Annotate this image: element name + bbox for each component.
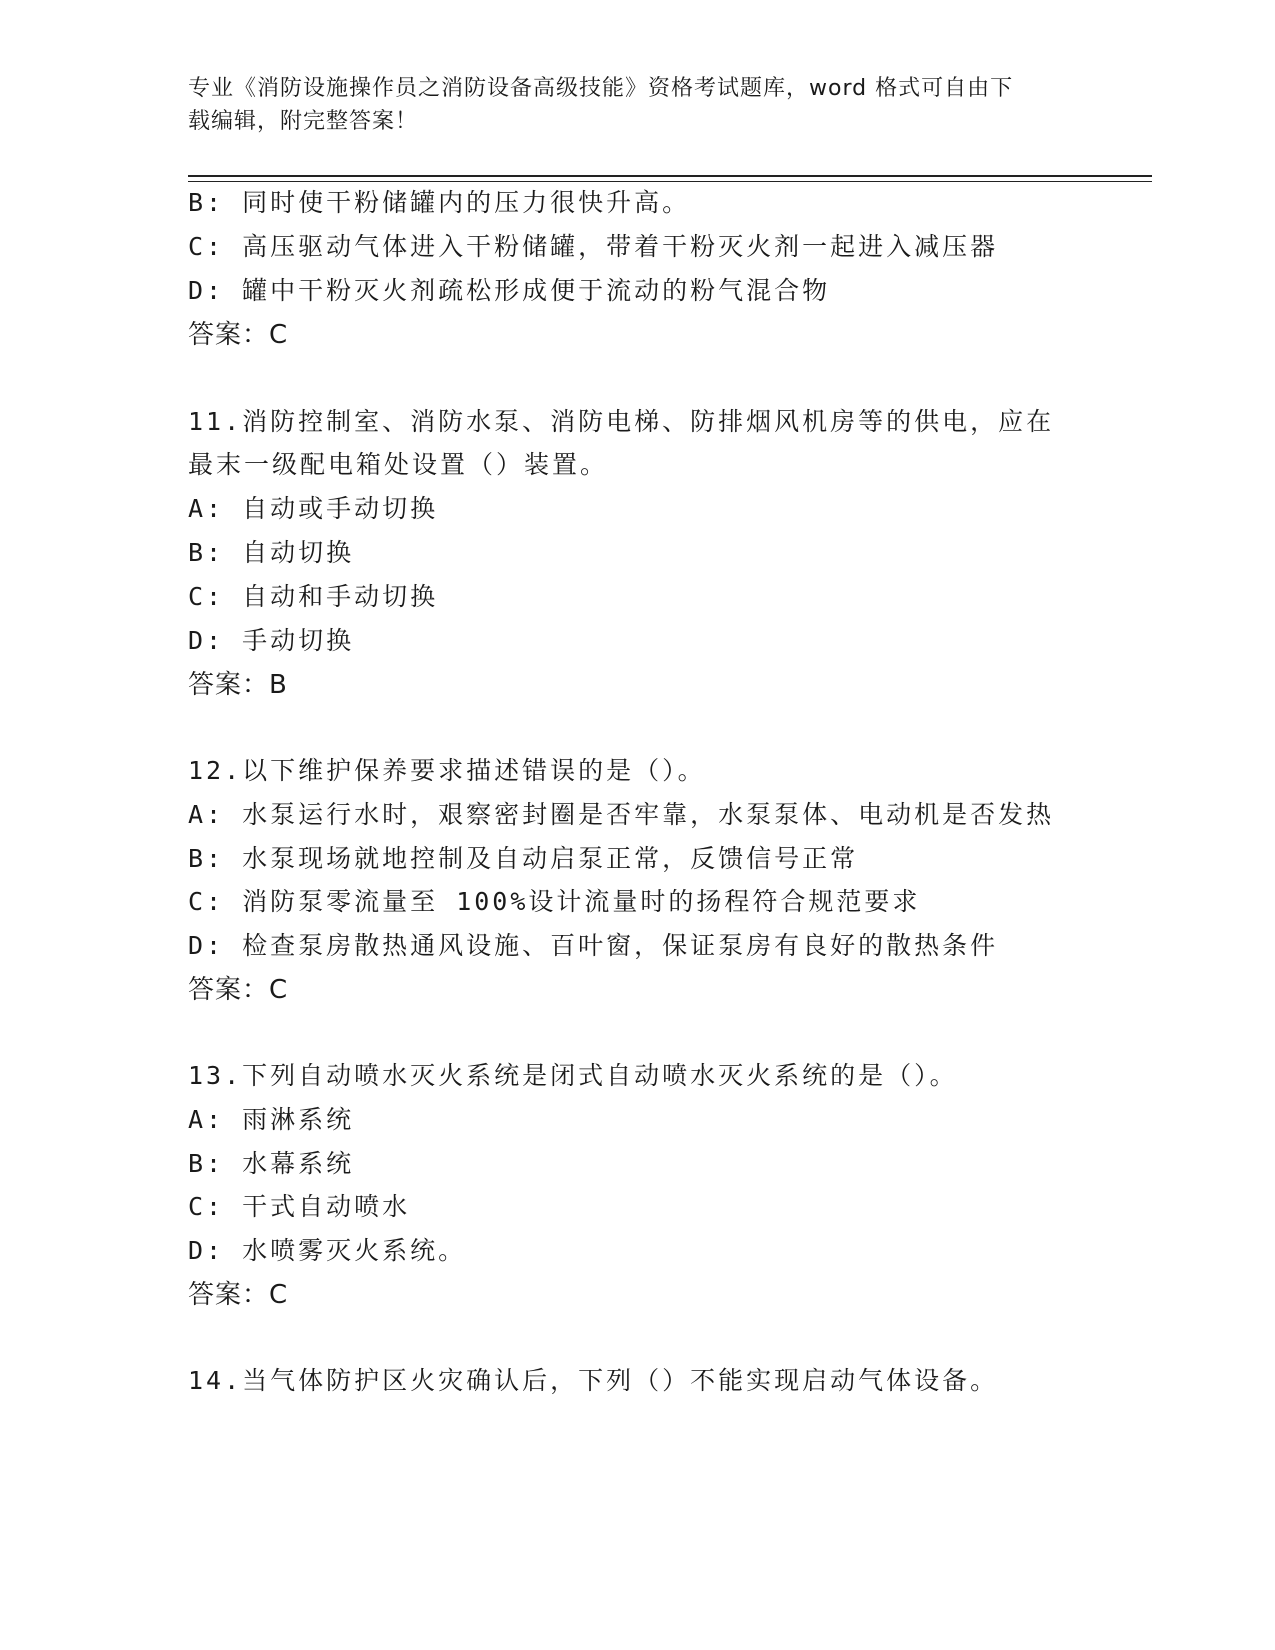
prev-option-c: C: 高压驱动气体进入干粉储罐，带着干粉灭火剂一起进入减压器 xyxy=(188,232,999,261)
q11-answer: 答案：B xyxy=(188,670,288,700)
q11-option-a: A: 自动或手动切换 xyxy=(188,494,439,523)
q11-option-b: B: 自动切换 xyxy=(188,538,355,567)
header-divider-thick xyxy=(188,175,1152,177)
header-line-2: 载编辑，附完整答案！ xyxy=(188,109,419,134)
q13-stem: 13.下列自动喷水灭火系统是闭式自动喷水灭火系统的是（）。 xyxy=(188,1061,958,1090)
header-divider-thin xyxy=(188,181,1152,182)
q12-option-b: B: 水泵现场就地控制及自动启泵正常，反馈信号正常 xyxy=(188,844,859,873)
q13-option-c: C: 干式自动喷水 xyxy=(188,1192,411,1221)
q14-stem: 14.当气体防护区火灾确认后，下列（）不能实现启动气体设备。 xyxy=(188,1366,999,1395)
q11-stem-line-2: 最末一级配电箱处设置（）装置。 xyxy=(188,450,609,479)
prev-option-d: D: 罐中干粉灭火剂疏松形成便于流动的粉气混合物 xyxy=(188,276,831,305)
prev-answer: 答案：C xyxy=(188,320,289,350)
q12-option-c: C: 消防泵零流量至 100%设计流量时的扬程符合规范要求 xyxy=(188,887,921,916)
q13-option-a: A: 雨淋系统 xyxy=(188,1105,355,1134)
q13-option-d: D: 水喷雾灭火系统。 xyxy=(188,1236,467,1265)
q13-option-b: B: 水幕系统 xyxy=(188,1149,355,1178)
q12-option-a: A: 水泵运行水时，艰察密封圈是否牢靠，水泵泵体、电动机是否发热 xyxy=(188,800,1055,829)
q11-option-d: D: 手动切换 xyxy=(188,626,355,655)
q12-stem: 12.以下维护保养要求描述错误的是（）。 xyxy=(188,756,706,785)
q12-option-d: D: 检查泵房散热通风设施、百叶窗，保证泵房有良好的散热条件 xyxy=(188,931,999,960)
document-header xyxy=(188,72,1088,138)
q11-stem-line-1: 11.消防控制室、消防水泵、消防电梯、防排烟风机房等的供电，应在 xyxy=(188,407,1055,436)
q12-answer: 答案：C xyxy=(188,975,289,1005)
q13-answer: 答案：C xyxy=(188,1280,289,1310)
q11-option-c: C: 自动和手动切换 xyxy=(188,582,439,611)
prev-option-b: B: 同时使干粉储罐内的压力很快升高。 xyxy=(188,188,691,217)
header-line-1: 专业《消防设施操作员之消防设备高级技能》资格考试题库，word 格式可自由下 xyxy=(188,76,1014,101)
